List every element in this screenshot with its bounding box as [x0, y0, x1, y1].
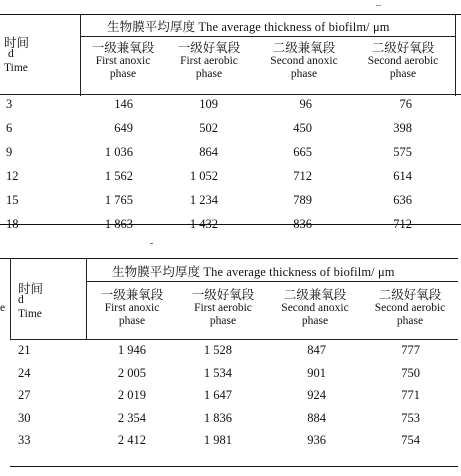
table-1-time-header-en: Time	[4, 62, 28, 74]
table-1-cell-r2-c1: 6	[6, 121, 13, 135]
col-header-en: Second anoxic	[281, 302, 349, 314]
table-2-bottom-rule	[10, 466, 458, 467]
table-1-cell-r6-c5: 712	[393, 217, 412, 231]
table-1-cell-r5-c4: 789	[293, 193, 312, 207]
table-2-left-edge	[10, 258, 11, 340]
table-2-cell-r5-c1: 33	[18, 433, 31, 447]
table-2-cell-r1-c2: 1 946	[117, 343, 146, 357]
table-2-col-header-4	[362, 288, 458, 328]
col-header-en: phase	[290, 68, 318, 80]
table-1-cell-r1-c4: 96	[299, 97, 312, 111]
table-1-cell-r5-c1: 15	[6, 193, 19, 207]
col-header-zh: 二级好氧段	[371, 41, 435, 55]
col-header-en: phase	[389, 68, 417, 80]
col-header-en: Second aerobic	[374, 302, 446, 314]
table-1-cell-r2-c4: 450	[293, 121, 312, 135]
table-1-cell-r1-c3: 109	[199, 97, 218, 111]
table-2-cell-r4-c4: 884	[307, 410, 326, 425]
col-header-zh: 一级好氧段	[191, 288, 255, 302]
table-1-cell-r1-c1: 3	[6, 97, 13, 111]
table-2-cell-r3-c2: 2 019	[117, 388, 146, 402]
table-1-cell-r4-c3: 1 052	[189, 169, 218, 183]
table-1-cell-r4-c1: 12	[6, 169, 19, 183]
col-header-en: phase	[109, 68, 137, 80]
col-header-en: First anoxic	[104, 302, 160, 314]
table-2-cell-r2-c4: 901	[307, 365, 326, 380]
table-2-cell-r2-c1: 24	[18, 365, 31, 380]
table-1-cell-r5-c3: 1 234	[189, 193, 218, 207]
table-1-cell-r2-c2: 649	[114, 121, 133, 135]
table-2-time-header-en: Time	[18, 308, 42, 320]
table-1-cell-r6-c3: 1 432	[189, 217, 218, 231]
table-2-header-bottom-rule	[10, 339, 458, 340]
table-1-cell-r3-c5: 575	[393, 145, 412, 159]
table-1-cell-r3-c4: 665	[293, 145, 312, 159]
table-1-cell-r1-c2: 146	[114, 97, 133, 111]
table-1-main-header: 生物膜平均厚度 The average thickness of biofilm/ μm	[107, 20, 390, 34]
table-2-cell-r3-c4: 924	[307, 388, 326, 402]
col-header-en: phase	[118, 315, 146, 327]
col-header-zh: 一级好氧段	[177, 41, 241, 55]
table-2-cell-r4-c5: 753	[401, 410, 420, 425]
table-1-time-header-zh: 时间	[4, 36, 30, 50]
table-2-cell-r2-c5: 750	[401, 365, 420, 380]
table-2-col-header-2	[178, 288, 268, 328]
table-2-cell-r5-c2: 2 412	[117, 433, 146, 447]
col-header-zh: 二级好氧段	[378, 288, 442, 302]
col-header-en: phase	[396, 315, 424, 327]
table-2-col-header-1	[86, 288, 178, 328]
table-2-cell-r5-c5: 754	[401, 433, 420, 447]
table-2-subheader-rule	[86, 281, 458, 282]
table-2-time-header-zh: 时间	[18, 282, 44, 296]
table-1-time-header-unit: d	[8, 48, 14, 60]
table-1-cell-r5-c5: 636	[393, 193, 412, 207]
table-2-cell-r5-c3: 1 981	[203, 433, 232, 447]
table-2-cell-r4-c1: 30	[18, 410, 31, 425]
table-2-left-edge-text: e	[0, 302, 6, 314]
col-header-en: phase	[195, 68, 223, 80]
table-1-cell-r1-c5: 76	[399, 97, 412, 111]
col-header-en: First aerobic	[194, 302, 252, 314]
table-2-cell-r2-c2: 2 005	[117, 365, 146, 380]
table-1-cell-r2-c3: 502	[199, 121, 218, 135]
table-1-cell-r6-c2: 1 863	[104, 217, 133, 231]
mid-tick-mark: -	[150, 238, 154, 249]
table-2-cell-r3-c3: 1 647	[203, 388, 232, 402]
col-header-zh: 一级兼氧段	[91, 41, 155, 55]
table-1-cell-r6-c4: 836	[293, 217, 312, 231]
table-2-cell-r4-c2: 2 354	[117, 410, 146, 425]
table-2-cell-r3-c1: 27	[18, 388, 31, 402]
col-header-en: First anoxic	[95, 55, 151, 67]
table-2-cell-r5-c4: 936	[307, 433, 326, 447]
table-1-cell-r4-c4: 712	[293, 169, 312, 183]
table-2-cell-r1-c5: 777	[401, 343, 420, 357]
top-tick-mark: _	[376, 0, 381, 7]
table-1-cell-r4-c2: 1 562	[104, 169, 133, 183]
col-header-zh: 二级兼氧段	[272, 41, 336, 55]
table-2-col-header-3	[268, 288, 362, 328]
col-header-zh: 一级兼氧段	[100, 288, 164, 302]
table-1-cell-r3-c1: 9	[6, 145, 13, 159]
table-2-main-header: 生物膜平均厚度 The average thickness of biofilm/ μm	[112, 265, 395, 279]
table-1-cell-r6-c1: 18	[6, 217, 19, 231]
table-1-cell-r2-c5: 398	[393, 121, 412, 135]
table-2-cell-r2-c3: 1 534	[203, 365, 232, 380]
table-1-cell-r5-c2: 1 765	[104, 193, 133, 207]
table-2-cell-r1-c3: 1 528	[203, 343, 232, 357]
table-2-cell-r4-c3: 1 836	[203, 410, 232, 425]
table-1-cell-r3-c3: 864	[199, 145, 218, 159]
col-header-en: Second anoxic	[270, 55, 338, 67]
col-header-en: Second aerobic	[367, 55, 439, 67]
col-header-en: phase	[209, 315, 237, 327]
table-1-cell-r4-c5: 614	[393, 169, 412, 183]
table-1-cell-r3-c2: 1 036	[104, 145, 133, 159]
table-2-cell-r3-c5: 771	[401, 388, 420, 402]
table-2-top-rule	[0, 258, 458, 259]
col-header-en: First aerobic	[180, 55, 238, 67]
col-header-en: phase	[301, 315, 329, 327]
table-2-cell-r1-c1: 21	[18, 343, 31, 357]
col-header-zh: 二级兼氧段	[283, 288, 347, 302]
table-2-cell-r1-c4: 847	[307, 343, 326, 357]
table-2-time-header-unit: d	[18, 294, 24, 306]
